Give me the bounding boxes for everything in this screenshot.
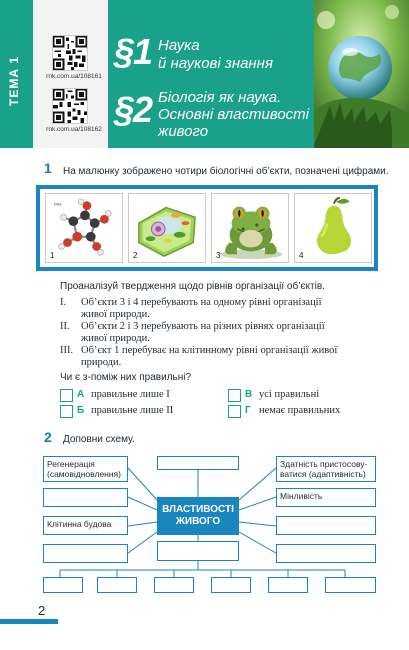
chapter-header — [0, 0, 409, 148]
paragraph-2-title-line2: Основні властивості — [158, 106, 309, 123]
scheme-box-right-1-line2: ватися (адаптивність) — [280, 469, 366, 479]
scheme-box-left-4[interactable] — [43, 544, 128, 563]
glass-globe-image — [314, 0, 409, 148]
scheme-box-right-1-line1: Здатність пристосову- — [280, 459, 368, 469]
scheme-box-row-5[interactable] — [268, 577, 308, 593]
statement-2-line1: Об’єкти 2 і 3 перебувають на різних рівнях організації — [81, 321, 325, 332]
option-a-checkbox[interactable] — [60, 389, 73, 402]
option-g-label: немає правильних — [259, 405, 341, 416]
object-number-4: 4 — [299, 251, 304, 260]
option-b-checkbox[interactable] — [60, 405, 73, 418]
task-2-number: 2 — [44, 429, 52, 445]
paragraph-2-title-line3: живого — [158, 123, 209, 140]
page-footer-bar — [0, 619, 58, 624]
statement-1-line1: Об’єкти 3 і 4 перебувають на одному рівні організації — [81, 297, 322, 308]
scheme-box-left-3-text: Клітинна будова — [47, 519, 112, 529]
statement-2-numeral: II. — [60, 321, 70, 332]
scheme-box-row-3[interactable] — [154, 577, 194, 593]
statement-2-line2: живої природи. — [81, 333, 150, 344]
object-number-2: 2 — [133, 251, 138, 260]
scheme-box-bottom[interactable] — [157, 541, 239, 561]
option-v-letter: В — [245, 389, 253, 400]
statement-3-line2: природи. — [81, 357, 122, 368]
option-v[interactable] — [228, 389, 378, 402]
object-image-1 — [45, 193, 123, 263]
object-number-1: 1 — [50, 251, 55, 260]
scheme-box-right-3[interactable] — [276, 516, 376, 535]
scheme-center-properties — [157, 497, 239, 535]
option-a[interactable] — [60, 389, 210, 402]
option-a-letter: А — [77, 389, 85, 400]
scheme-box-row-6[interactable] — [325, 577, 376, 593]
option-b-letter: Б — [77, 405, 85, 416]
center-line2: ЖИВОГО — [175, 516, 221, 527]
statement-3 — [60, 345, 378, 369]
scheme-box-top[interactable] — [157, 456, 239, 470]
analyze-instruction: Проаналізуй твердження щодо рівнів організації об’єктів. — [60, 281, 325, 292]
option-b-label: правильне лише II — [91, 405, 174, 416]
scheme-box-right-2-text: Мінливість — [280, 491, 323, 501]
option-v-checkbox[interactable] — [228, 389, 241, 402]
scheme-box-left-3[interactable] — [43, 516, 128, 535]
pear-icon — [295, 194, 371, 262]
qr-caption-2[interactable]: rnk.com.ua/108162 — [46, 126, 102, 133]
paragraph-1-title-line2: й наукові знання — [158, 55, 273, 72]
task-2-prompt: Доповни схему. — [63, 434, 135, 445]
qr-code-icon[interactable] — [52, 35, 88, 71]
plant-cell-icon — [129, 194, 205, 262]
topic-label: ТЕМА 1 — [7, 56, 21, 107]
option-g[interactable] — [228, 405, 378, 418]
object-image-4 — [294, 193, 372, 263]
svg-text:ᴅʀᴀ: ᴅʀᴀ — [53, 202, 62, 208]
frog-icon — [212, 194, 288, 262]
scheme-box-left-1-line2: (самовідновлення) — [47, 469, 121, 479]
scheme-box-left-1-line1: Регенерація — [47, 459, 95, 469]
qr-caption-1[interactable]: rnk.com.ua/108161 — [46, 73, 102, 80]
object-image-3 — [211, 193, 289, 263]
option-b[interactable] — [60, 405, 210, 418]
question-text: Чи є з-поміж них правильні? — [60, 372, 192, 383]
paragraph-2-number: §2 — [114, 89, 153, 130]
scheme-box-right-4[interactable] — [276, 544, 376, 563]
statement-3-line1: Об’єкт 1 перебуває на клітинному рівні організації живої — [81, 345, 338, 356]
scheme-box-right-1[interactable] — [276, 456, 376, 482]
option-a-label: правильне лише I — [91, 389, 170, 400]
object-number-3: 3 — [216, 251, 221, 260]
scheme-box-row-1[interactable] — [43, 577, 83, 593]
scheme-box-right-2[interactable] — [276, 488, 376, 507]
task-1-number: 1 — [44, 160, 52, 176]
paragraph-1-title-line1: Наука — [158, 37, 200, 54]
qr-code-icon[interactable] — [52, 88, 88, 124]
molecule-icon — [46, 194, 122, 262]
option-g-letter: Г — [245, 405, 251, 416]
statement-1 — [60, 297, 378, 321]
page-number: 2 — [38, 603, 46, 618]
statement-3-numeral: III. — [60, 345, 74, 356]
scheme-box-left-2[interactable] — [43, 488, 128, 507]
task-1-prompt: На малюнку зображено чотири біологічні об’єкти, позначені цифрами. — [63, 166, 389, 177]
center-line1: ВЛАСТИВОСТІ — [162, 504, 234, 515]
paragraph-2-title-line1: Біологія як наука. — [158, 89, 282, 106]
scheme-box-left-1[interactable] — [43, 456, 128, 482]
paragraph-1-number: §1 — [114, 31, 153, 72]
option-v-label: усі правильні — [259, 389, 320, 400]
statement-1-line2: живої природи. — [81, 309, 150, 320]
scheme-box-row-4[interactable] — [211, 577, 251, 593]
object-image-2 — [128, 193, 206, 263]
biological-objects-frame — [36, 185, 378, 271]
statement-1-numeral: I. — [60, 297, 67, 308]
statement-2 — [60, 321, 378, 345]
option-g-checkbox[interactable] — [228, 405, 241, 418]
scheme-box-row-2[interactable] — [97, 577, 137, 593]
